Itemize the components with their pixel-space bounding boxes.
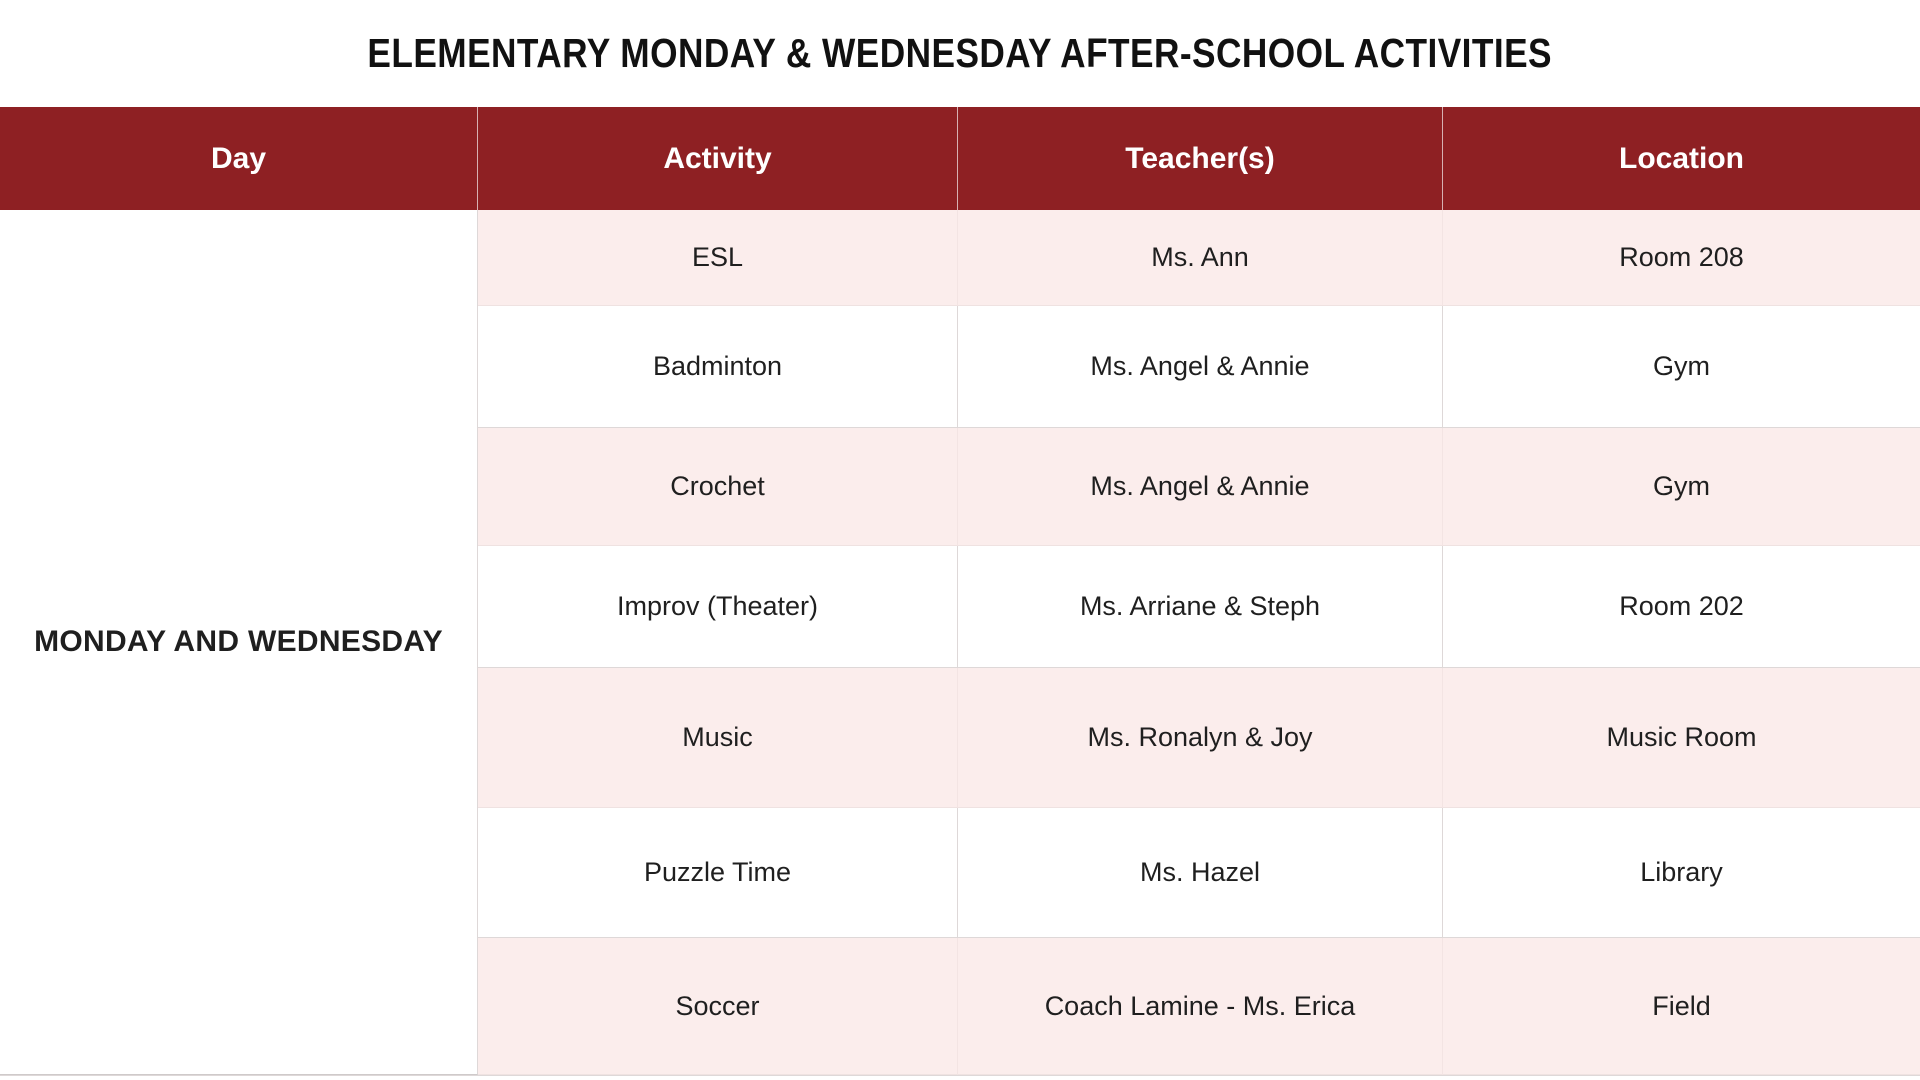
location-cell: Gym [1443,306,1920,428]
activity-cell: ESL [478,210,958,306]
teachers-cell: Ms. Arriane & Steph [958,546,1443,668]
column-header-activity: Activity [478,107,958,210]
activity-cell: Puzzle Time [478,808,958,938]
column-header-location: Location [1443,107,1920,210]
activity-cell: Crochet [478,428,958,546]
location-cell: Field [1443,938,1920,1075]
day-label: MONDAY AND WEDNESDAY [34,625,443,658]
location-cell: Library [1443,808,1920,938]
activity-cell: Soccer [478,938,958,1075]
location-cell: Music Room [1443,668,1920,808]
day-cell [0,210,478,1075]
teachers-cell: Ms. Angel & Annie [958,428,1443,546]
location-cell: Room 202 [1443,546,1920,668]
activities-table [0,107,1920,1076]
location-cell: Gym [1443,428,1920,546]
teachers-cell: Ms. Hazel [958,808,1443,938]
teachers-cell: Ms. Ann [958,210,1443,306]
teachers-cell: Coach Lamine - Ms. Erica [958,938,1443,1075]
column-header-teachers: Teacher(s) [958,107,1443,210]
teachers-cell: Ms. Angel & Annie [958,306,1443,428]
activity-cell: Music [478,668,958,808]
location-cell: Room 208 [1443,210,1920,306]
page-title: ELEMENTARY MONDAY & WEDNESDAY AFTER-SCHOOL ACTIVITIES [367,30,1553,76]
teachers-cell: Ms. Ronalyn & Joy [958,668,1443,808]
title-band [0,0,1920,107]
activity-cell: Improv (Theater) [478,546,958,668]
activity-cell: Badminton [478,306,958,428]
column-header-day: Day [0,107,478,210]
